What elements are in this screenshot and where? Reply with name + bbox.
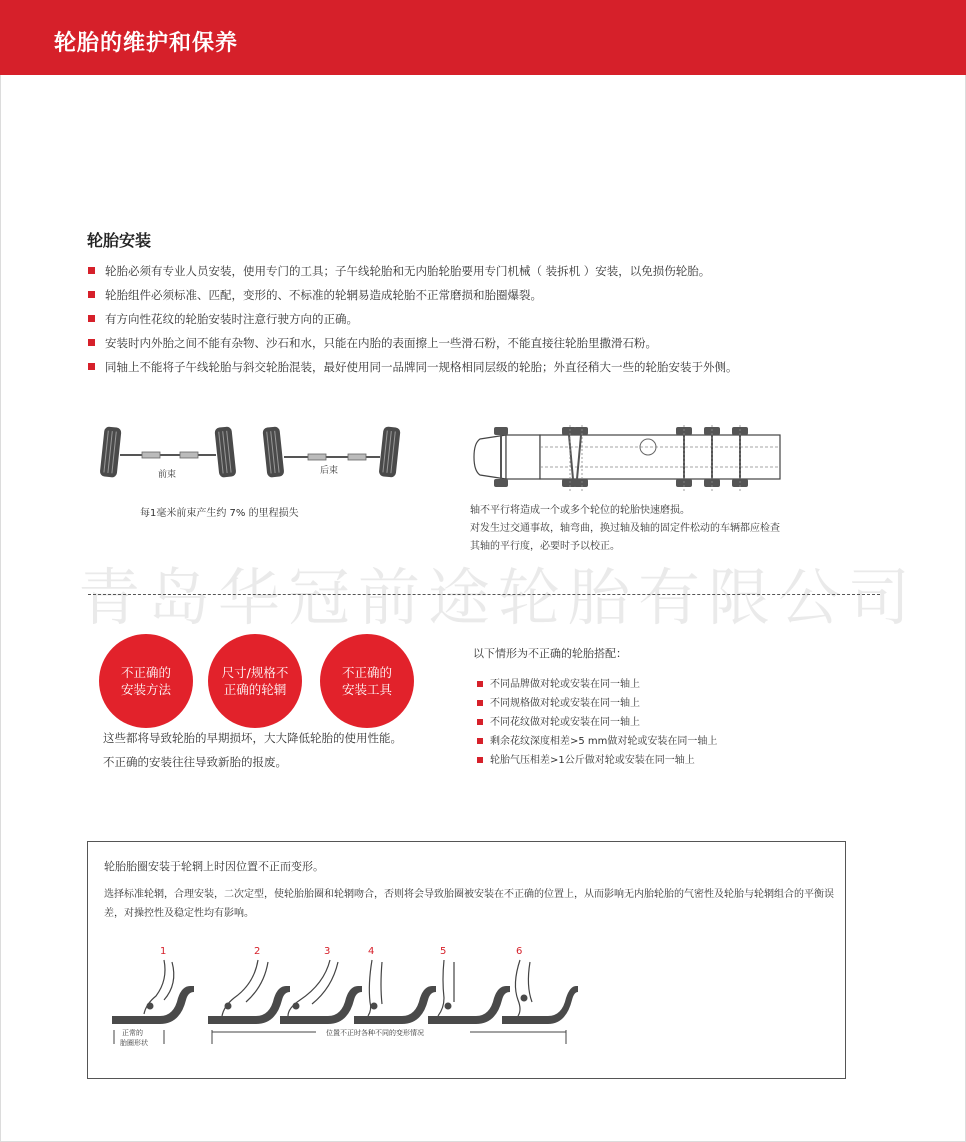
bullet-square-icon: [477, 700, 483, 706]
bullet-square-icon: [477, 681, 483, 687]
truck-axle-illustration: [470, 425, 782, 493]
install-bullet-list: [88, 262, 738, 382]
dashed-divider: [88, 594, 880, 595]
list-item: 不同品牌做对轮或安装在同一轴上: [477, 677, 717, 696]
bead-number: 2: [254, 946, 261, 957]
bead-number: 5: [440, 946, 447, 957]
normal-bead-label: 胎圈形状: [120, 1039, 148, 1047]
front-toe-label: 前束: [158, 470, 177, 480]
list-item: 轮胎组件必须标准、匹配，变形的、不标准的轮辋易造成轮胎不正常磨损和胎圈爆裂。: [88, 286, 738, 310]
header-bar: [0, 0, 966, 75]
bead-number: 3: [324, 946, 331, 957]
bullet-square-icon: [88, 267, 95, 274]
list-item: 不同规格做对轮或安装在同一轴上: [477, 696, 717, 715]
front-toe-axle: [100, 426, 237, 480]
normal-bead-label: 正常的: [122, 1029, 143, 1037]
circle-incorrect-tool: 不正确的 安装工具: [320, 634, 414, 728]
bead-info-box: [87, 841, 846, 1079]
bullet-square-icon: [88, 315, 95, 322]
rear-toe-label: 后束: [320, 466, 339, 476]
bullet-square-icon: [477, 719, 483, 725]
bead-number: 6: [516, 946, 523, 957]
axle-caption-line: 对发生过交通事故，轴弯曲，换过轴及轴的固定件松动的车辆都应检查: [470, 523, 780, 534]
bead-title: 轮胎胎圈安装于轮辋上时因位置不正而变形。: [104, 860, 324, 873]
list-item: 剩余花纹深度相差>5 mm做对轮或安装在同一轴上: [477, 734, 717, 753]
mismatch-title: 以下情形为不正确的轮胎搭配：: [473, 647, 627, 660]
section-title-install: 轮胎安装: [87, 231, 152, 250]
axle-caption-line: 其轴的平行度，必要时予以校正。: [470, 541, 620, 552]
bead-number: 1: [160, 946, 167, 957]
bullet-square-icon: [88, 363, 95, 370]
list-item: 轮胎气压相差>1公斤做对轮或安装在同一轴上: [477, 753, 717, 772]
page-title: 轮胎的维护和保养: [54, 31, 239, 56]
note-line: 这些都将导致轮胎的早期损坏，大大降低轮胎的使用性能。: [103, 731, 402, 745]
list-item: 轮胎必须有专业人员安装，使用专门的工具；子午线轮胎和无内胎轮胎要用专门机械（ 装拆机 ）安装，以免损伤轮胎。: [88, 262, 738, 286]
circle-incorrect-rim: 尺寸/规格不 正确的轮辋: [208, 634, 302, 728]
list-item: 同轴上不能将子午线轮胎与斜交轮胎混装，最好使用同一品牌同一规格相同层级的轮胎；外直径稍大一些的轮胎安装于外侧。: [88, 358, 738, 382]
toe-alignment-illustration: [98, 423, 408, 487]
toe-caption: 每1毫米前束产生约 7% 的里程损失: [140, 508, 299, 519]
list-item: 安装时内外胎之间不能有杂物、沙石和水，只能在内胎的表面擦上一些滑石粉，不能直接往轮胎里撒滑石粉。: [88, 334, 738, 358]
list-item: 有方向性花纹的轮胎安装时注意行驶方向的正确。: [88, 310, 738, 334]
bullet-square-icon: [88, 339, 95, 346]
bullet-square-icon: [477, 738, 483, 744]
note-line: 不正确的安装往往导致新胎的报废。: [103, 755, 287, 769]
bead-number: 4: [368, 946, 375, 957]
rear-toe-axle: [262, 426, 400, 478]
watermark: 青岛华冠前途轮胎有限公司: [78, 561, 919, 634]
bead-body: 选择标准轮辋，合理安装，二次定型，使轮胎胎圈和轮辋吻合，否则将会导致胎圈被安装在不正确的位置上，从而影响无内胎轮胎的气密性及轮胎与轮辋组合的平衡误差，对操控性及稳定性均有影响。: [104, 889, 834, 919]
circle-incorrect-method: 不正确的 安装方法: [99, 634, 193, 728]
axle-caption-line: 轴不平行将造成一个或多个轮位的轮胎快速磨损。: [470, 505, 690, 516]
bead-deformation-illustration: [108, 940, 578, 1060]
bullet-square-icon: [88, 291, 95, 298]
deformation-range-label: 位置不正时各种不同的变形情况: [326, 1029, 424, 1037]
list-item: 不同花纹做对轮或安装在同一轴上: [477, 715, 717, 734]
bullet-square-icon: [477, 757, 483, 763]
mismatch-list: [477, 677, 717, 772]
